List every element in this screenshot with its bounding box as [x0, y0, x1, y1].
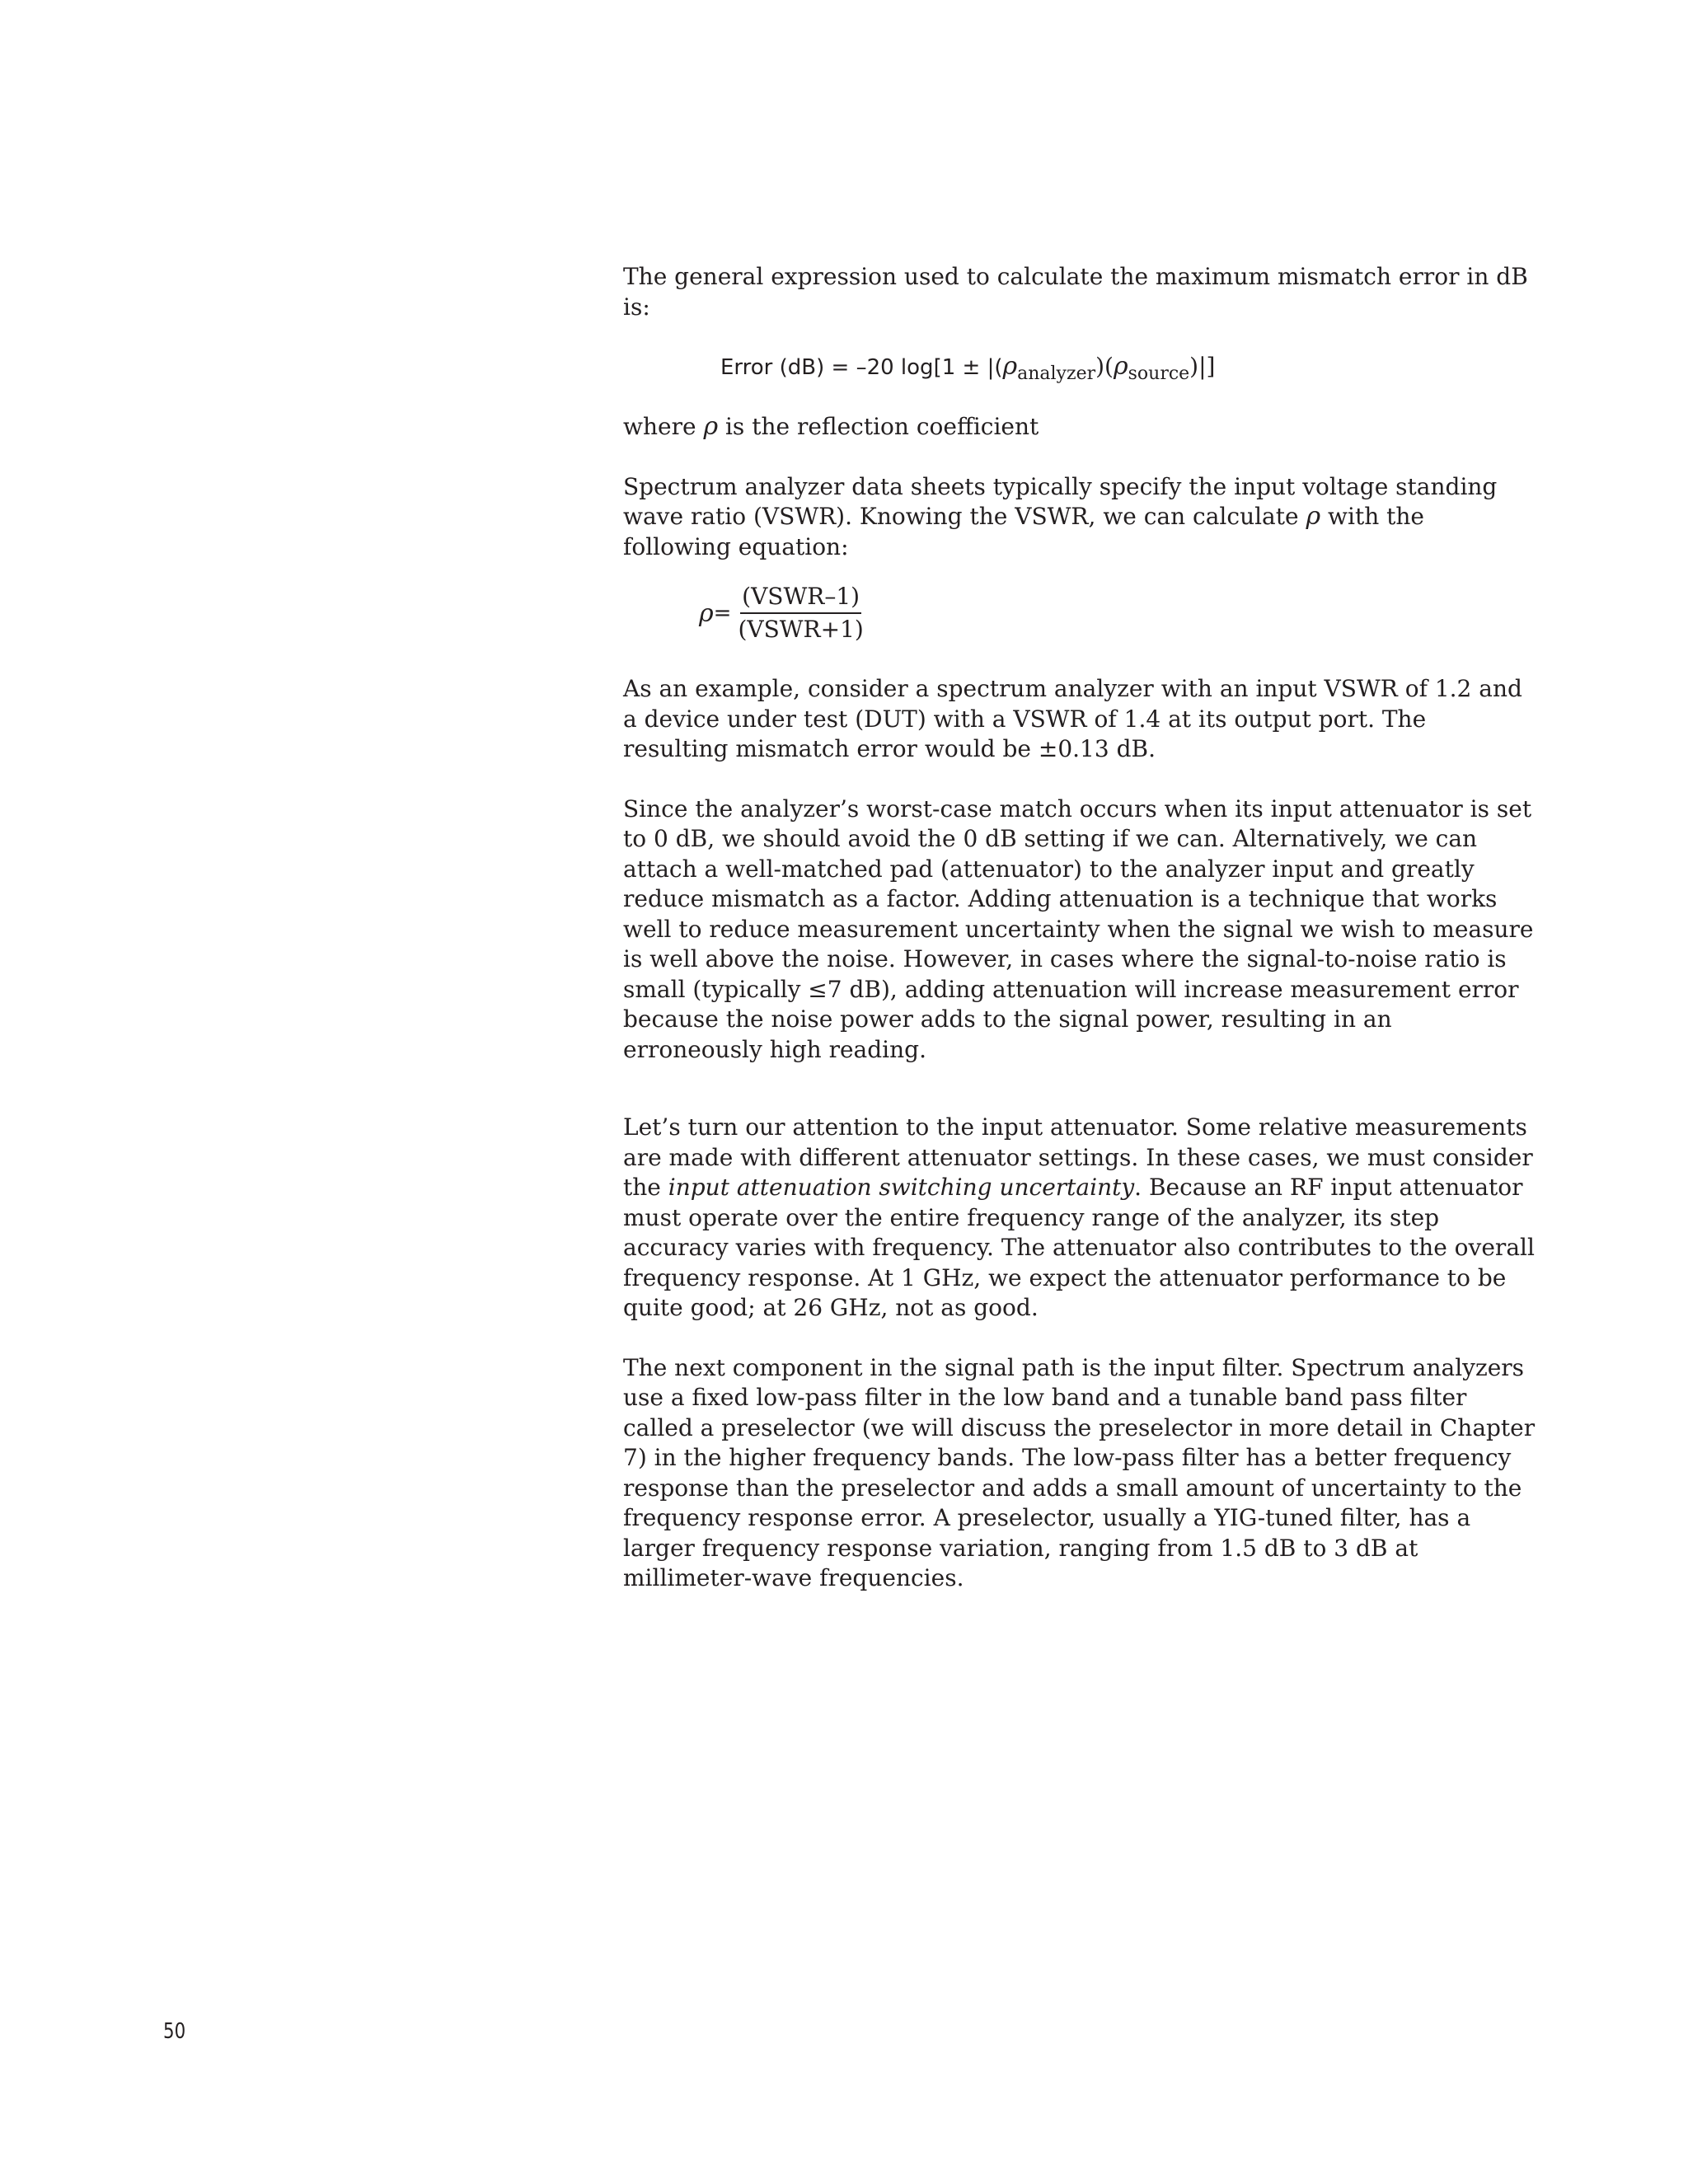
- rho-symbol: ρ: [1002, 352, 1018, 381]
- attenuator-match-paragraph: Since the analyzer’s worst-case match occurs when its input attenuator is set to 0 dB, we should avoid the 0 dB setting if we can. Alternatively, we can attach a well-matched pad (attenuator) to the analyzer input and greatly reduce mismatch as a factor. Adding attenuation is a technique that works well to reduce measurement uncertainty when the signal we wish to measure is well above the noise. However, in cases where the signal-to-noise ratio is small (typically ≤7 dB), adding attenuation will increase measurement error because the noise power adds to the signal power, resulting in an erroneously high reading.: [623, 794, 1534, 1063]
- page-number: 50: [163, 2019, 186, 2044]
- switching-uncertainty-paragraph: [623, 1113, 1536, 1324]
- switching-suffix: . Because an RF input attenuator must operate over the entire frequency range of the analyzer, its step accuracy varies with frequency. The attenuator also contributes to the overall frequency response. At 1 GHz, we expect the attenuator performance to be quite good; at 26 GHz, not as good.: [623, 1174, 1535, 1321]
- fraction-numerator: (VSWR–1): [740, 583, 861, 614]
- rho-symbol: ρ: [1113, 352, 1128, 381]
- where-prefix: where: [623, 413, 704, 440]
- fraction: [738, 583, 863, 644]
- equals-sign: =: [713, 601, 732, 626]
- input-filter-paragraph: The next component in the signal path is the input filter. Spectrum analyzers use a fixed low-pass filter in the low band and a tunable band pass filter called a preselector (we will discuss the preselector in more detail in Chapter 7) in the higher frequency bands. The low-pass filter has a better frequency response than the preselector and adds a small amount of uncertainty to the frequency response error. A preselector, usually a YIG-tuned filter, has a larger frequency response variation, ranging from 1.5 dB to 3 dB at millimeter-wave frequencies.: [623, 1353, 1536, 1591]
- mismatch-error-equation: [720, 352, 1536, 382]
- rho-symbol: ρ: [703, 412, 719, 441]
- subscript-source: source: [1128, 363, 1190, 384]
- intro-paragraph: The general expression used to calculate the maximum mismatch error in dB is:: [623, 263, 1528, 321]
- fraction-denominator: (VSWR+1): [738, 616, 864, 643]
- vswr-paragraph: [623, 472, 1536, 563]
- where-suffix: is the reflection coefficient: [718, 413, 1039, 440]
- vswr-prefix: Spectrum analyzer data sheets typically specify the input voltage standing wave ratio (VSWR). Knowing the VSWR, we can calculate: [623, 472, 1498, 530]
- switching-emphasis: input attenuation switching uncertainty: [668, 1174, 1135, 1201]
- where-paragraph: [623, 412, 1536, 443]
- subscript-analyzer: analyzer: [1017, 363, 1096, 384]
- rho-symbol: ρ: [1306, 502, 1321, 531]
- switching-prefix: Let’s turn our attention to the input attenuator. Some relative measurements are made with different attenuator settings. In these cases, we must consider the: [623, 1113, 1533, 1201]
- text-column: [623, 262, 1536, 1594]
- reflection-coefficient-equation: [699, 582, 1536, 644]
- equation-suffix: )|]: [1189, 353, 1216, 380]
- example-paragraph: As an example, consider a spectrum analyzer with an input VSWR of 1.2 and a device under test (DUT) with a VSWR of 1.4 at its output port. The resulting mismatch error would be ±0.13 dB.: [623, 675, 1522, 762]
- vswr-suffix: with the following equation:: [623, 503, 1424, 560]
- rho-symbol: ρ: [699, 598, 714, 628]
- equation-mid: )(: [1095, 353, 1114, 380]
- equation-prefix: Error (dB) = –20 log[1 ± |(: [720, 355, 1003, 380]
